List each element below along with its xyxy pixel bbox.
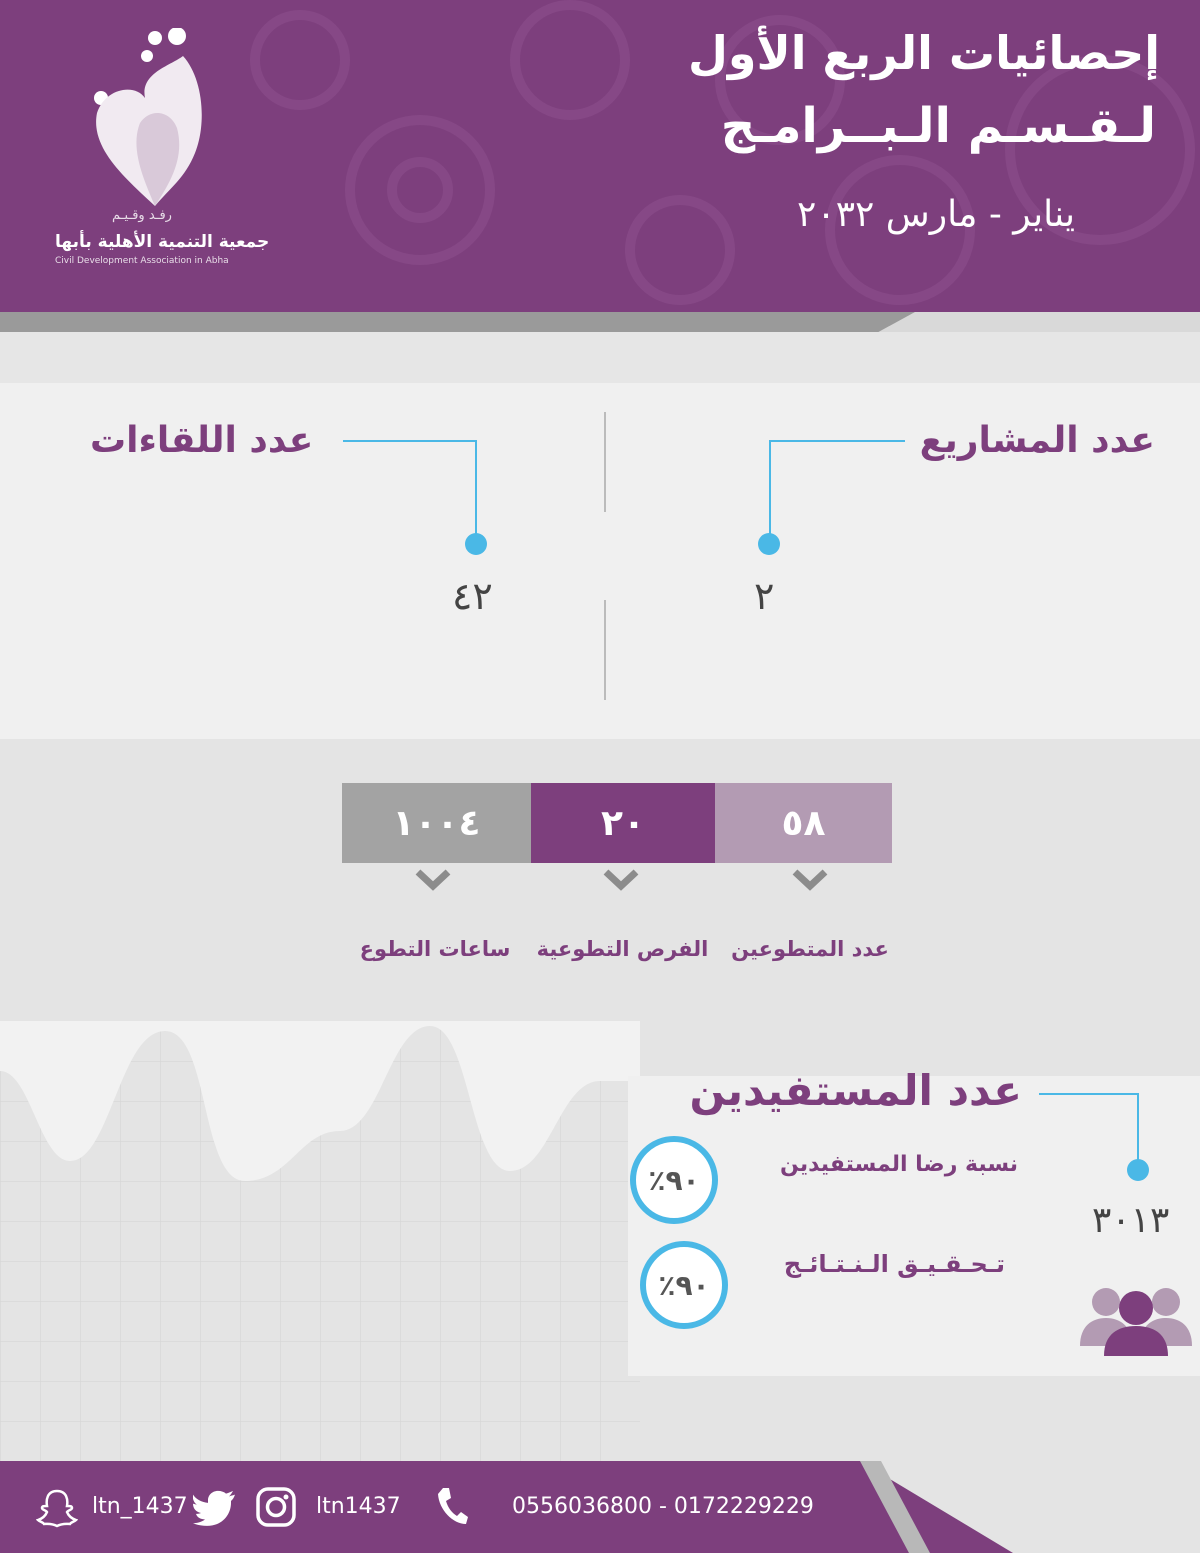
chevron-down-icon xyxy=(415,868,451,892)
beneficiaries-connector-line xyxy=(1036,1084,1156,1184)
projects-connector-line xyxy=(750,432,910,562)
meetings-label: عدد اللقاءات xyxy=(90,420,314,461)
snapchat-icon[interactable] xyxy=(36,1488,78,1528)
page-title: إحصائيات الربع الأول xyxy=(688,26,1160,80)
page-subtitle: لـقـسـم الـبــرامـج xyxy=(720,98,1156,154)
satisfaction-label: نسبة رضا المستفيدين xyxy=(780,1152,1018,1177)
beneficiaries-label: عدد المستفيدين xyxy=(689,1066,1022,1115)
projects-value: ٢ xyxy=(754,574,775,618)
beneficiaries-value: ٣٠١٣ xyxy=(1092,1200,1170,1241)
volunteers-count-label: عدد المتطوعين xyxy=(731,937,889,961)
vertical-divider-bottom xyxy=(604,600,606,700)
volunteer-hours-label: ساعات التطوع xyxy=(359,937,511,961)
volunteer-hours-segment: ١٠٠٤ xyxy=(342,783,531,863)
period-label: يناير - مارس ٢٠٣٢ xyxy=(797,194,1075,235)
volunteers-count-segment: ٥٨ xyxy=(715,783,892,863)
logo-flame-icon xyxy=(85,28,215,213)
volunteering-panel xyxy=(0,739,1200,1021)
snapchat-handle[interactable]: ltn_1437 xyxy=(92,1494,188,1519)
results-label: تـحـقـيـق الـنـتـائـج xyxy=(783,1250,1005,1278)
header-banner xyxy=(0,0,1200,312)
instagram-icon[interactable] xyxy=(255,1486,297,1528)
chevron-down-icon xyxy=(792,868,828,892)
twitter-icon[interactable] xyxy=(193,1490,237,1526)
volunteer-opportunities-label: الفرص التطوعية xyxy=(536,937,709,961)
projects-label: عدد المشاريع xyxy=(919,420,1155,461)
chevron-down-icon xyxy=(603,868,639,892)
meetings-value: ٤٢ xyxy=(452,574,493,618)
phone-numbers[interactable]: 0556036800 - 0172229229 xyxy=(512,1494,814,1519)
phone-icon[interactable] xyxy=(435,1486,469,1526)
volunteer-opportunities-segment: ٢٠ xyxy=(531,783,715,863)
meetings-connector-line xyxy=(340,432,500,562)
logo-name-english: Civil Development Association in Abha xyxy=(55,256,229,266)
instagram-handle[interactable]: ltn1437 xyxy=(316,1494,401,1519)
users-group-icon xyxy=(1080,1284,1192,1356)
logo-tagline: رفـد وقـيـم xyxy=(112,208,172,223)
vertical-divider-top xyxy=(604,412,606,512)
decorative-wave-graph xyxy=(0,1021,640,1461)
header-divider-dark xyxy=(0,312,915,332)
results-rate-ring: ٪٩٠ xyxy=(640,1241,728,1329)
satisfaction-rate-ring: ٪٩٠ xyxy=(630,1136,718,1224)
logo-name-arabic: جمعية التنمية الأهلية بأبها xyxy=(55,232,270,252)
